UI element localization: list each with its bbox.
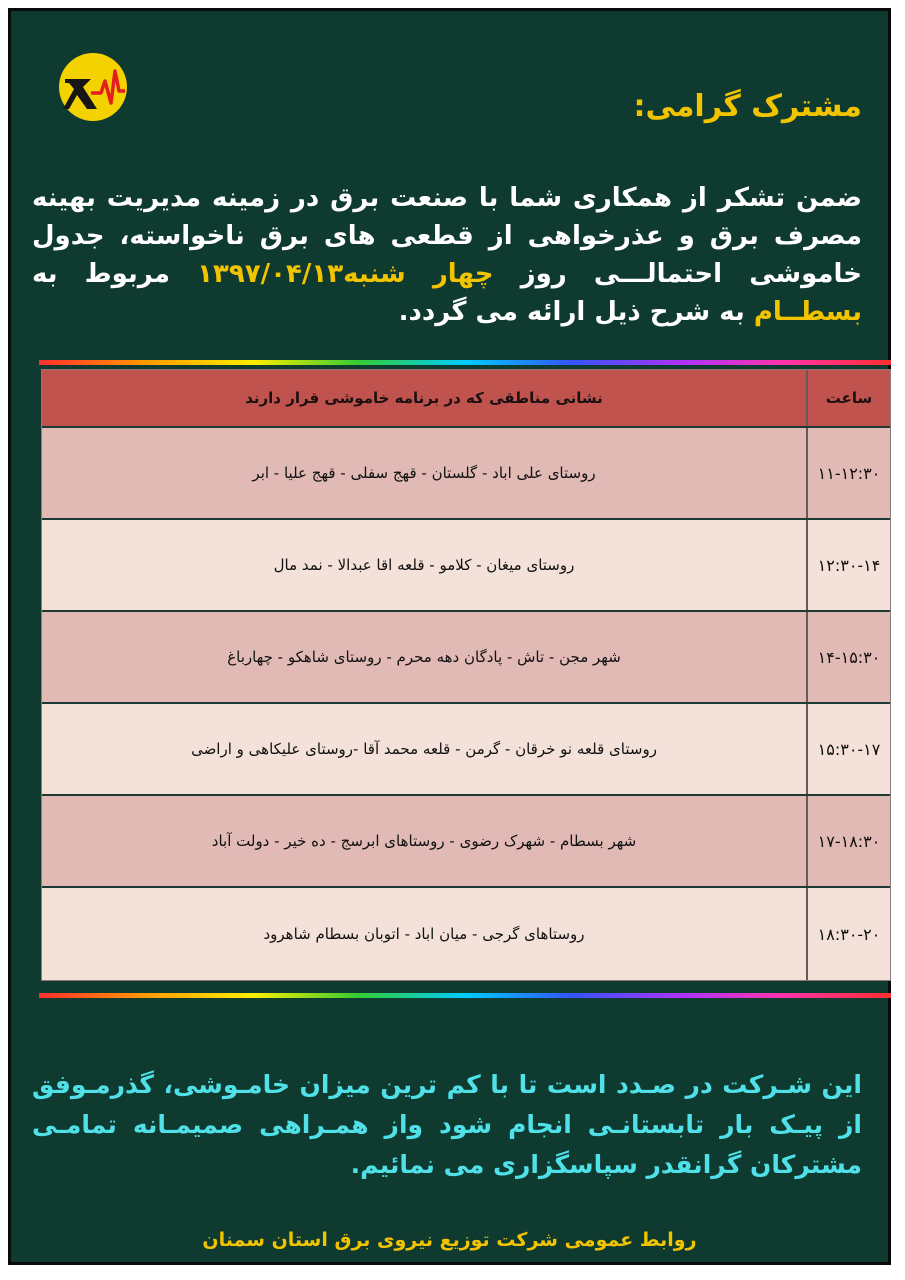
table-row <box>42 888 890 980</box>
greeting-title: مشترک گرامی: <box>633 89 862 124</box>
row-area: روستاهای گرجی - میان اباد - اتوبان بسطام شاهرود <box>263 925 585 943</box>
table-header-row <box>42 370 890 428</box>
row-time: ۱۵:۳۰-۱۷ <box>806 704 890 794</box>
table-row <box>42 796 890 888</box>
intro-text-part3: به شرح ذیل ارائه می گردد. <box>398 297 754 327</box>
intro-paragraph <box>32 179 862 331</box>
outage-date: چهار شنبه۱۳۹۷/۰۴/۱۳ <box>197 259 494 289</box>
row-time: ۱۲:۳۰-۱۴ <box>806 520 890 610</box>
intro-text-part2: مربوط به <box>32 259 198 289</box>
footer-signature: روابط عمومی شرکت توزیع نیروی برق استان سمنان <box>202 1229 697 1251</box>
row-time: ۱۷-۱۸:۳۰ <box>806 796 890 886</box>
power-utility-logo-icon <box>57 51 129 123</box>
header-area: نشانی مناطقی که در برنامه خاموشی قرار دارند <box>245 389 603 407</box>
rainbow-divider-top <box>39 360 891 365</box>
header-time: ساعت <box>806 370 890 426</box>
row-time: ۱۴-۱۵:۳۰ <box>806 612 890 702</box>
closing-paragraph: این شـرکت در صـدد است تا با کم ترین میزان خامـوشی، گذرمـوفق از پیـک بار تابستانـی انجام شود واز همـراهی صمیمـانه تمامـی مشترکان گرانقدر سپاسگزاری می نمائیم. <box>32 1070 862 1179</box>
outage-schedule-table <box>41 369 891 981</box>
row-area: روستای میغان - کلامو - قلعه اقا عبدالا - نمد مال <box>273 556 575 574</box>
row-area: شهر بسطام - شهرک رضوی - روستاهای ابرسج - ده خیر - دولت آباد <box>211 832 637 850</box>
rainbow-divider-bottom <box>39 993 891 998</box>
table-row <box>42 520 890 612</box>
page-frame <box>8 8 891 1265</box>
row-area: روستای علی اباد - گلستان - قهج سفلی - قهج علیا - ابر <box>252 464 596 482</box>
intro-text-part1: ضمن تشکر از همکاری شما با صنعت برق در زمینه مدیریت بهینه مصرف برق و عذرخواهی از قطعی های برق ناخواسته، جدول خاموشی احتمالـــی روز <box>32 183 862 289</box>
table-row <box>42 612 890 704</box>
table-row <box>42 704 890 796</box>
row-area: روستای قلعه نو خرقان - گرمن - قلعه محمد آقا -روستای علیکاهی و اراضی <box>191 740 657 758</box>
city-name: بسطــام <box>753 297 862 327</box>
row-time: ۱۸:۳۰-۲۰ <box>806 888 890 980</box>
row-time: ۱۱-۱۲:۳۰ <box>806 428 890 518</box>
table-row <box>42 428 890 520</box>
row-area: شهر مجن - تاش - پادگان دهه محرم - روستای شاهکو - چهارباغ <box>227 648 621 666</box>
